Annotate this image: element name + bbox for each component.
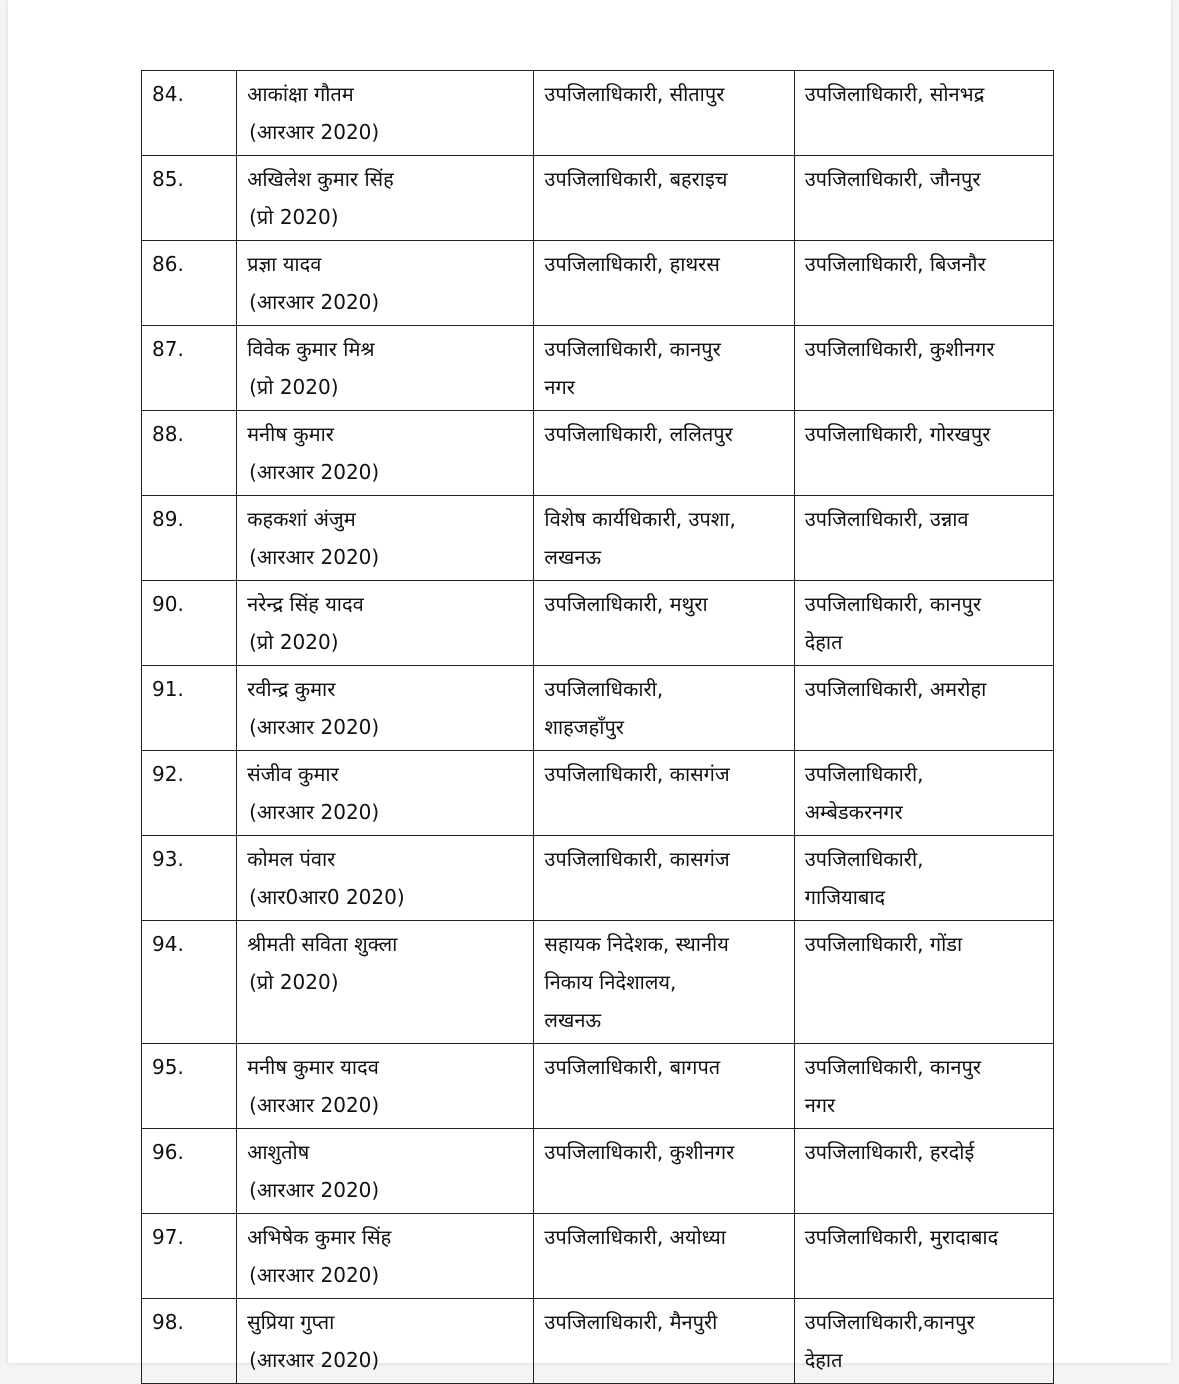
current-posting-line: उपजिलाधिकारी, कासगंज [544,847,730,871]
current-posting-cell [534,1299,794,1384]
new-posting-line: उपजिलाधिकारी, गोंडा [804,932,963,956]
current-posting-cell [534,1129,794,1214]
officer-cell [237,496,534,581]
serial-number-cell: 96. [142,1129,237,1214]
new-posting-cell [794,581,1053,666]
officer-cell [237,836,534,921]
current-posting-cell [534,751,794,836]
table-row [142,751,1054,836]
officer-batch: (आरआर 2020) [249,545,380,569]
new-posting-cell [794,156,1053,241]
current-posting-line: उपजिलाधिकारी, कासगंज [544,762,730,786]
new-posting-line: उपजिलाधिकारी, सोनभद्र [804,82,985,106]
officer-batch: (आरआर 2020) [249,1263,380,1287]
table-row [142,411,1054,496]
new-posting-cell [794,921,1053,1044]
new-posting-cell [794,1214,1053,1299]
current-posting-cell [534,1044,794,1129]
document-page [8,0,1171,1372]
officer-name: मनीष कुमार [247,422,334,446]
serial-number-cell: 85. [142,156,237,241]
officer-name: आशुतोष [247,1140,310,1164]
new-posting-line: देहात [804,630,843,654]
officer-batch: (आरआर 2020) [249,800,380,824]
officer-cell [237,156,534,241]
current-posting-cell [534,581,794,666]
officer-batch: (आरआर 2020) [249,290,380,314]
officer-cell [237,1214,534,1299]
officer-cell [237,921,534,1044]
officer-name: श्रीमती सविता शुक्ला [247,932,398,956]
new-posting-cell [794,666,1053,751]
serial-number-cell: 97. [142,1214,237,1299]
officer-batch: (प्रो 2020) [249,205,339,229]
table-row [142,1044,1054,1129]
current-posting-line: निकाय निदेशालय, [544,970,677,994]
officer-batch: (आरआर 2020) [249,1093,380,1117]
new-posting-cell [794,241,1053,326]
officer-cell [237,411,534,496]
table-row [142,241,1054,326]
officer-batch: (आरआर 2020) [249,1178,380,1202]
serial-number-cell: 92. [142,751,237,836]
serial-number-cell: 91. [142,666,237,751]
current-posting-line: शाहजहाँपुर [544,715,624,739]
new-posting-cell [794,1299,1053,1384]
officer-name: कोमल पंवार [247,847,336,871]
serial-number-cell: 86. [142,241,237,326]
new-posting-cell [794,1044,1053,1129]
new-posting-cell [794,836,1053,921]
table-row [142,921,1054,1044]
officer-name: सुप्रिया गुप्ता [247,1310,335,1334]
current-posting-line: लखनऊ [544,545,602,569]
table-body [142,71,1054,1384]
new-posting-line: उपजिलाधिकारी, [804,847,924,871]
current-posting-line: उपजिलाधिकारी, सीतापुर [544,82,725,106]
serial-number-cell: 84. [142,71,237,156]
table-row [142,581,1054,666]
table-row [142,71,1054,156]
table-row [142,1129,1054,1214]
current-posting-cell [534,496,794,581]
new-posting-line: उपजिलाधिकारी, गोरखपुर [804,422,991,446]
current-posting-line: लखनऊ [544,1008,602,1032]
current-posting-cell [534,411,794,496]
current-posting-line: उपजिलाधिकारी, [544,677,664,701]
transfer-table [141,70,1054,1384]
officer-cell [237,1129,534,1214]
new-posting-line: उपजिलाधिकारी, बिजनौर [804,252,986,276]
current-posting-line: उपजिलाधिकारी, कानपुर [544,337,721,361]
officer-name: संजीव कुमार [247,762,339,786]
officer-name: रवीन्द्र कुमार [247,677,336,701]
serial-number-cell: 88. [142,411,237,496]
officer-name: आकांक्षा गौतम [247,82,354,106]
officer-batch: (प्रो 2020) [249,375,339,399]
new-posting-line: देहात [804,1348,843,1372]
officer-name: नरेन्द्र सिंह यादव [247,592,364,616]
officer-cell [237,666,534,751]
serial-number-cell: 95. [142,1044,237,1129]
new-posting-line: उपजिलाधिकारी,कानपुर [804,1310,975,1334]
current-posting-cell [534,1214,794,1299]
table-row [142,1299,1054,1384]
officer-cell [237,241,534,326]
new-posting-line: उपजिलाधिकारी, उन्नाव [804,507,969,531]
new-posting-cell [794,326,1053,411]
current-posting-line: उपजिलाधिकारी, अयोध्या [544,1225,726,1249]
serial-number-cell: 87. [142,326,237,411]
officer-batch: (आरआर 2020) [249,1348,380,1372]
new-posting-cell [794,411,1053,496]
current-posting-line: विशेष कार्यधिकारी, उपशा, [544,507,736,531]
officer-cell [237,1044,534,1129]
new-posting-cell [794,496,1053,581]
officer-name: मनीष कुमार यादव [247,1055,379,1079]
new-posting-cell [794,751,1053,836]
current-posting-line: सहायक निदेशक, स्थानीय [544,932,729,956]
current-posting-line: उपजिलाधिकारी, बहराइच [544,167,728,191]
new-posting-cell [794,1129,1053,1214]
new-posting-line: उपजिलाधिकारी, कुशीनगर [804,337,995,361]
new-posting-cell [794,71,1053,156]
officer-batch: (प्रो 2020) [249,630,339,654]
current-posting-line: उपजिलाधिकारी, बागपत [544,1055,721,1079]
current-posting-line: उपजिलाधिकारी, मैनपुरी [544,1310,718,1334]
table-row [142,836,1054,921]
officer-name: विवेक कुमार मिश्र [247,337,375,361]
new-posting-line: गाजियाबाद [804,885,886,909]
new-posting-line: नगर [804,1093,836,1117]
current-posting-cell [534,836,794,921]
new-posting-line: उपजिलाधिकारी, [804,762,924,786]
officer-cell [237,326,534,411]
serial-number-cell: 89. [142,496,237,581]
table-row [142,156,1054,241]
officer-batch: (प्रो 2020) [249,970,339,994]
serial-number-cell: 98. [142,1299,237,1384]
current-posting-cell [534,666,794,751]
officer-cell [237,751,534,836]
current-posting-cell [534,71,794,156]
current-posting-cell [534,326,794,411]
current-posting-line: उपजिलाधिकारी, हाथरस [544,252,720,276]
officer-batch: (आरआर 2020) [249,120,380,144]
current-posting-cell [534,921,794,1044]
table-row [142,666,1054,751]
table-row [142,1214,1054,1299]
current-posting-line: उपजिलाधिकारी, कुशीनगर [544,1140,735,1164]
new-posting-line: उपजिलाधिकारी, मुरादाबाद [804,1225,999,1249]
new-posting-line: अम्बेडकरनगर [804,800,903,824]
new-posting-line: उपजिलाधिकारी, कानपुर [804,1055,982,1079]
officer-name: अखिलेश कुमार सिंह [247,167,394,191]
current-posting-line: उपजिलाधिकारी, ललितपुर [544,422,733,446]
officer-cell [237,581,534,666]
officer-cell [237,1299,534,1384]
table-row [142,326,1054,411]
new-posting-line: उपजिलाधिकारी, अमरोहा [804,677,987,701]
current-posting-cell [534,241,794,326]
current-posting-line: उपजिलाधिकारी, मथुरा [544,592,708,616]
officer-name: अभिषेक कुमार सिंह [247,1225,392,1249]
table-row [142,496,1054,581]
current-posting-line: नगर [544,375,575,399]
new-posting-line: उपजिलाधिकारी, हरदोई [804,1140,975,1164]
officer-name: कहकशां अंजुम [247,507,356,531]
serial-number-cell: 93. [142,836,237,921]
officer-batch: (आरआर 2020) [249,460,380,484]
serial-number-cell: 90. [142,581,237,666]
current-posting-cell [534,156,794,241]
serial-number-cell: 94. [142,921,237,1044]
new-posting-line: उपजिलाधिकारी, जौनपुर [804,167,981,191]
officer-name: प्रज्ञा यादव [247,252,322,276]
new-posting-line: उपजिलाधिकारी, कानपुर [804,592,982,616]
officer-cell [237,71,534,156]
officer-batch: (आरआर 2020) [249,715,380,739]
officer-batch: (आर0आर0 2020) [249,885,405,909]
